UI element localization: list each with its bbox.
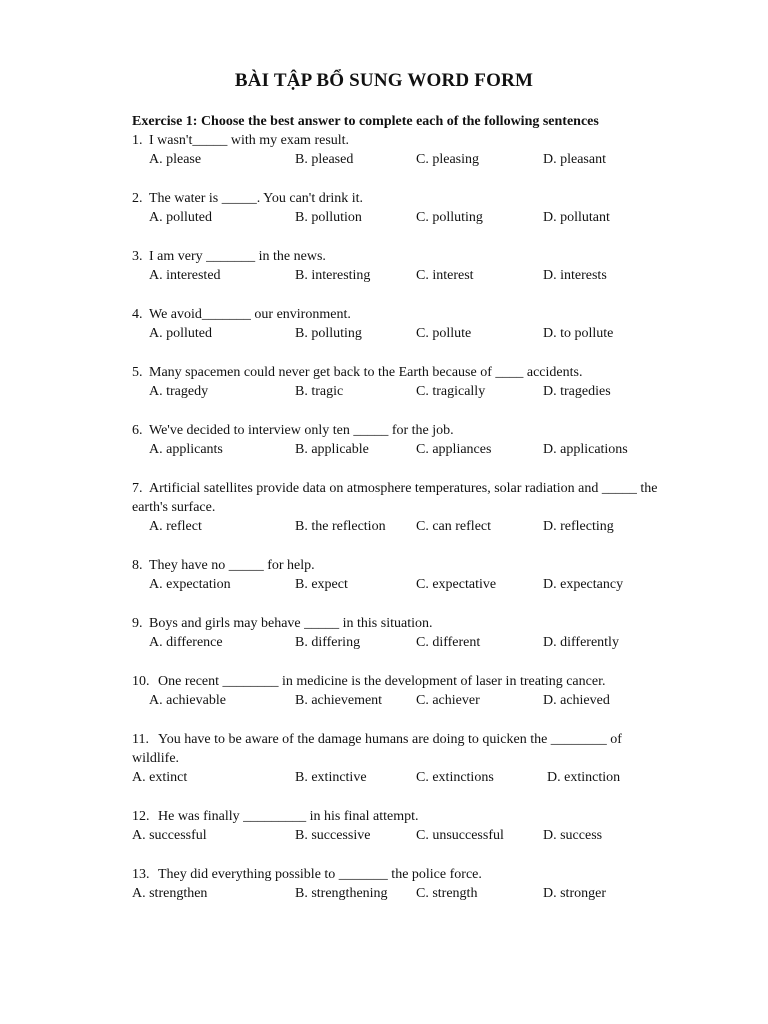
option-b: B. applicable <box>295 442 369 457</box>
option-a: A. extinct <box>132 770 188 785</box>
option-c: C. pollute <box>416 326 472 341</box>
question-13 <box>132 865 692 903</box>
question-text <box>132 247 692 266</box>
option-d: D. expectancy <box>543 577 624 592</box>
document-title: BÀI TẬP BỔ SUNG WORD FORM <box>234 70 534 91</box>
option-b: B. extinctive <box>295 770 367 785</box>
option-a: A. interested <box>149 268 221 283</box>
option-c: C. tragically <box>416 384 486 399</box>
question-text <box>132 189 692 208</box>
answer-options <box>132 440 692 459</box>
option-d: D. extinction <box>547 770 621 785</box>
option-a: A. please <box>149 152 202 167</box>
question-sentence: I wasn't_____ with my exam result. <box>149 133 350 148</box>
question-number: 2. <box>132 191 143 206</box>
option-d: D. differently <box>543 635 619 650</box>
question-sentence: They did everything possible to _______ the police force. <box>158 867 482 882</box>
question-3 <box>132 247 692 285</box>
option-d: D. pollutant <box>543 210 610 225</box>
answer-options <box>132 691 692 710</box>
question-number: 7. <box>132 481 143 496</box>
question-number: 10. <box>132 674 150 689</box>
answer-options <box>132 517 692 536</box>
answer-options <box>132 633 692 652</box>
question-sentence: We avoid_______ our environment. <box>149 307 351 322</box>
question-sentence: You have to be aware of the damage humans are doing to quicken the ________ of <box>158 732 622 747</box>
option-b: B. strengthening <box>295 886 388 901</box>
option-b: B. polluting <box>295 326 362 341</box>
option-d: D. reflecting <box>543 519 614 534</box>
question-number: 11. <box>132 732 149 747</box>
option-b: B. differing <box>295 635 361 650</box>
question-number: 12. <box>132 809 150 824</box>
option-a: A. difference <box>149 635 223 650</box>
question-12 <box>132 807 692 845</box>
question-text <box>132 363 692 382</box>
answer-options <box>132 324 692 343</box>
question-sentence: One recent ________ in medicine is the development of laser in treating cancer. <box>158 674 606 689</box>
option-a: A. reflect <box>149 519 202 534</box>
question-sentence: The water is _____. You can't drink it. <box>149 191 364 206</box>
question-2 <box>132 189 692 227</box>
question-number: 6. <box>132 423 143 438</box>
option-a: A. polluted <box>149 210 212 225</box>
option-c: C. strength <box>416 886 478 901</box>
question-9 <box>132 614 692 652</box>
option-d: D. pleasant <box>543 152 606 167</box>
question-10 <box>132 672 692 710</box>
question-number: 1. <box>132 133 143 148</box>
question-sentence: I am very _______ in the news. <box>149 249 326 264</box>
answer-options <box>132 150 692 169</box>
question-text <box>132 305 692 324</box>
question-sentence: We've decided to interview only ten _____ for the job. <box>149 423 454 438</box>
option-b: B. the reflection <box>295 519 386 534</box>
answer-options <box>132 208 692 227</box>
answer-options <box>132 575 692 594</box>
question-sentence: Many spacemen could never get back to the Earth because of ____ accidents. <box>149 365 583 380</box>
question-text <box>132 865 692 884</box>
question-1 <box>132 131 692 169</box>
option-a: A. polluted <box>149 326 212 341</box>
question-list <box>132 131 692 903</box>
option-c: C. different <box>416 635 481 650</box>
option-b: B. achievement <box>295 693 383 708</box>
question-6 <box>132 421 692 459</box>
option-a: A. expectation <box>149 577 231 592</box>
question-number: 9. <box>132 616 143 631</box>
option-b: B. interesting <box>295 268 371 283</box>
option-c: C. extinctions <box>416 770 494 785</box>
option-d: D. success <box>543 828 603 843</box>
question-5 <box>132 363 692 401</box>
option-c: C. unsuccessful <box>416 828 504 843</box>
question-sentence: He was finally _________ in his final attempt. <box>158 809 419 824</box>
question-text <box>132 131 692 150</box>
question-text <box>132 614 692 633</box>
option-a: A. applicants <box>149 442 223 457</box>
answer-options <box>132 266 692 285</box>
question-text <box>132 672 692 691</box>
option-c: C. interest <box>416 268 474 283</box>
option-a: A. tragedy <box>149 384 209 399</box>
question-text <box>132 730 692 749</box>
option-c: C. polluting <box>416 210 483 225</box>
question-text <box>132 807 692 826</box>
option-d: D. stronger <box>543 886 606 901</box>
question-sentence: Artificial satellites provide data on atmosphere temperatures, solar radiation and _____ the <box>149 481 658 496</box>
option-b: B. tragic <box>295 384 344 399</box>
answer-options <box>132 884 692 903</box>
question-text <box>132 556 692 575</box>
option-a: A. successful <box>132 828 207 843</box>
question-number: 5. <box>132 365 143 380</box>
question-text <box>132 421 692 440</box>
option-d: D. interests <box>543 268 607 283</box>
question-8 <box>132 556 692 594</box>
option-b: B. pollution <box>295 210 362 225</box>
question-sentence: Boys and girls may behave _____ in this situation. <box>149 616 433 631</box>
answer-options <box>132 768 692 787</box>
option-a: A. strengthen <box>132 886 208 901</box>
option-d: D. applications <box>543 442 628 457</box>
question-11 <box>132 730 692 787</box>
option-c: C. can reflect <box>416 519 492 534</box>
question-number: 13. <box>132 867 150 882</box>
option-c: C. appliances <box>416 442 492 457</box>
option-d: D. to pollute <box>543 326 614 341</box>
answer-options <box>132 382 692 401</box>
option-a: A. achievable <box>149 693 226 708</box>
option-c: C. achiever <box>416 693 480 708</box>
question-7 <box>132 479 692 536</box>
question-number: 8. <box>132 558 143 573</box>
question-sentence: They have no _____ for help. <box>149 558 315 573</box>
option-c: C. expectative <box>416 577 497 592</box>
question-text-continued: wildlife. <box>132 751 180 766</box>
option-d: D. tragedies <box>543 384 611 399</box>
question-number: 3. <box>132 249 143 264</box>
option-d: D. achieved <box>543 693 610 708</box>
question-text-continued: earth's surface. <box>132 500 216 515</box>
question-text <box>132 479 692 498</box>
question-number: 4. <box>132 307 143 322</box>
answer-options <box>132 826 692 845</box>
option-b: B. successive <box>295 828 371 843</box>
option-b: B. pleased <box>295 152 354 167</box>
option-c: C. pleasing <box>416 152 479 167</box>
question-4 <box>132 305 692 343</box>
exercise-heading: Exercise 1: Choose the best answer to complete each of the following sentences <box>132 114 599 129</box>
option-b: B. expect <box>295 577 348 592</box>
